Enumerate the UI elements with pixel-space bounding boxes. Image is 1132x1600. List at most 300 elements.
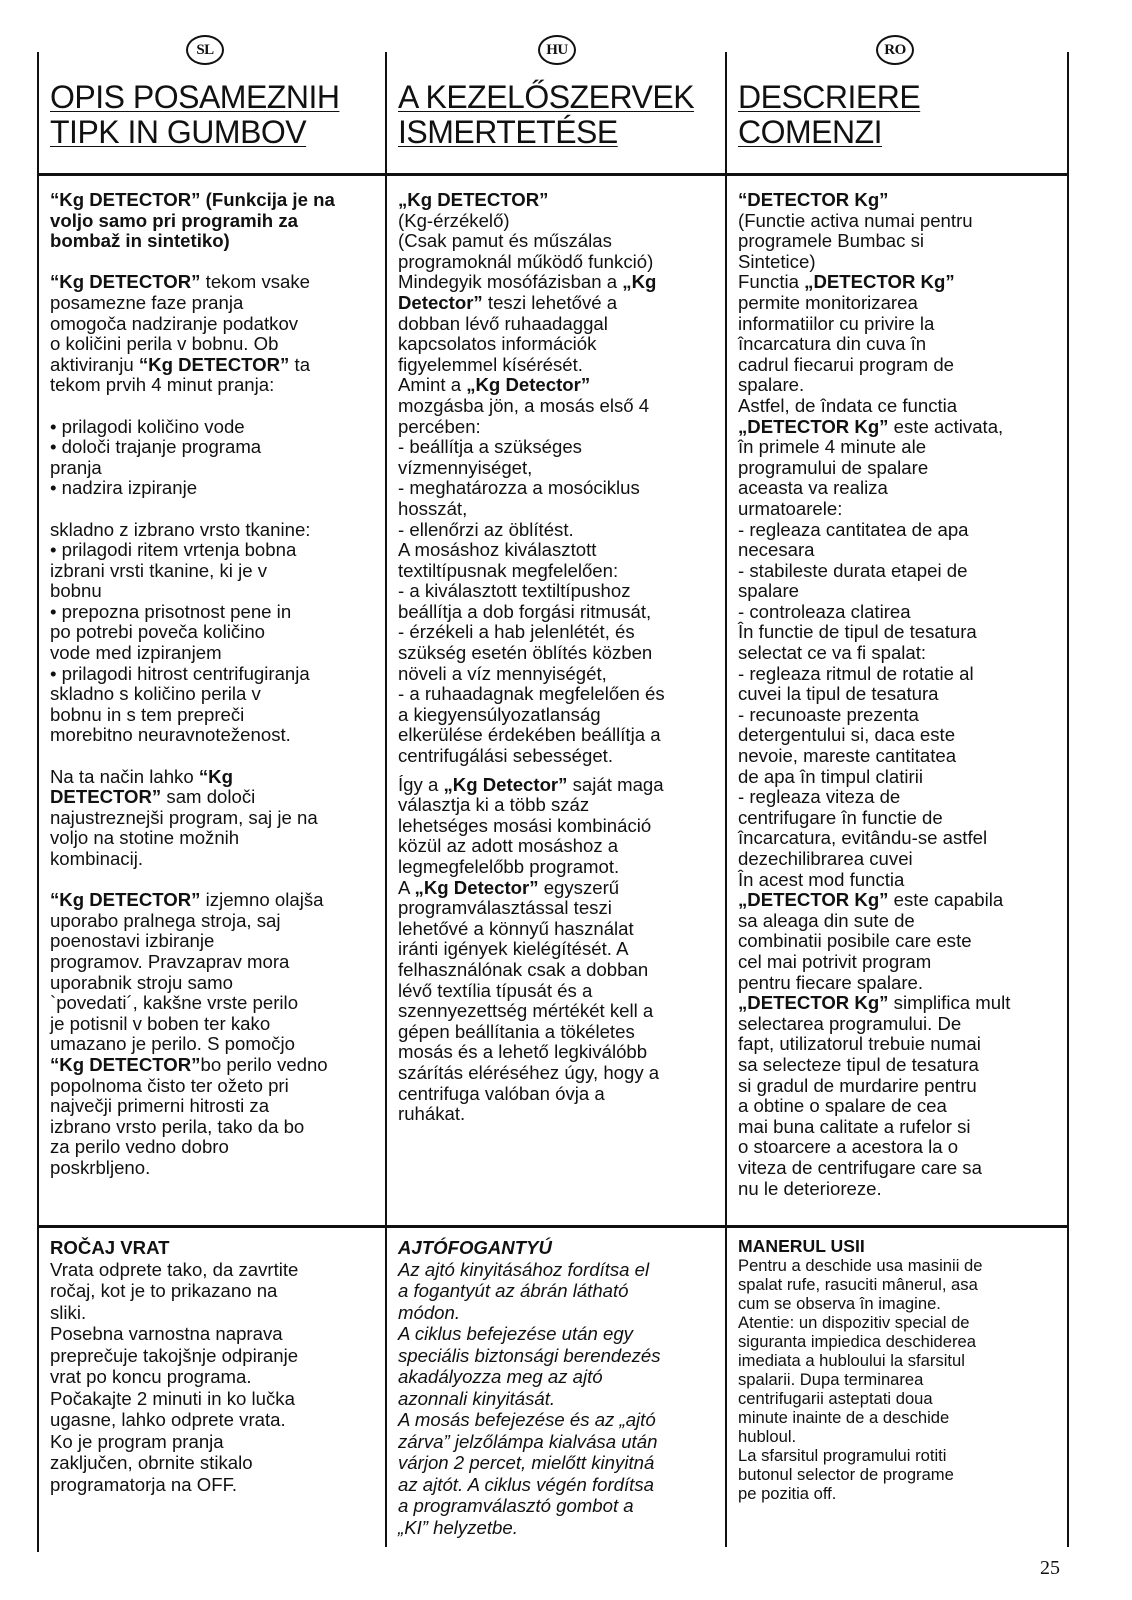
text-line: siguranta impiedica deschiderea	[738, 1332, 976, 1351]
text-run: kombinacij.	[50, 848, 144, 869]
bold-run: “Kg DETECTOR”	[50, 889, 201, 911]
text-line	[398, 746, 720, 767]
text-line	[50, 355, 380, 376]
text-line: várjon 2 percet, mielőtt kinyitná	[398, 1452, 655, 1473]
text-line: cum se observa în imagine.	[738, 1294, 941, 1313]
text-run: Functia	[738, 271, 805, 293]
bold-run: voljo samo pri programih za	[50, 209, 298, 231]
text-line: spalat rufe, rasuciti mânerul, asa	[738, 1275, 978, 1294]
text-run: za perilo vedno dobro	[50, 1136, 229, 1158]
text-run: - regleaza viteza de	[738, 786, 901, 808]
text-line	[738, 478, 1063, 499]
text-run: permite monitorizarea	[738, 291, 918, 313]
bold-run: “Kg DETECTOR” (Funkcija je na	[50, 189, 335, 210]
text-line	[738, 870, 1063, 891]
text-line	[398, 1104, 720, 1125]
text-run: centrifuga valóban óvja a	[398, 1082, 605, 1104]
text-run: választja ki a több száz	[398, 794, 590, 816]
text-run: încarcatura, evitându-se astfel	[738, 827, 988, 849]
header-rule	[37, 173, 1069, 176]
column-rule	[37, 52, 39, 1552]
text-line	[738, 334, 1063, 355]
text-line	[738, 252, 1063, 273]
text-line	[50, 375, 380, 396]
text-line	[50, 911, 380, 932]
text-line	[398, 314, 720, 335]
text-line	[50, 808, 380, 829]
text-run: spalare.	[738, 374, 805, 396]
text-line	[398, 293, 720, 314]
text-run: felhasználónak csak a dobban	[398, 958, 649, 980]
text-line	[738, 911, 1063, 932]
text-line	[738, 643, 1063, 664]
text-line	[50, 684, 380, 705]
text-line: butonul selector de programe	[738, 1465, 954, 1484]
text-run: în primele 4 minute ale	[738, 436, 927, 458]
language-badge-sl: SL	[186, 35, 224, 65]
door-handle-section-hu	[398, 1237, 720, 1538]
text-run: tekom vsake	[200, 271, 311, 293]
text-run: morebitno neuravnoteženost.	[50, 724, 291, 746]
section-heading-sl	[50, 80, 380, 150]
text-run: Így a	[398, 773, 444, 795]
heading-line: A KEZELŐSZERVEK	[398, 79, 695, 115]
text-run: necesara	[738, 539, 815, 561]
door-handle-title: AJTÓFOGANTYÚ	[398, 1237, 552, 1258]
text-run: gépen beállítania a tökéletes	[398, 1020, 635, 1042]
text-run: posamezne faze pranja	[50, 291, 244, 313]
text-line	[398, 520, 720, 541]
text-run: največji primerni hitrosti za	[50, 1095, 270, 1117]
text-line	[738, 581, 1063, 602]
text-run: izbrano vrsto perila, tako da bo	[50, 1115, 305, 1137]
text-run: nu le deterioreze.	[738, 1177, 882, 1199]
bold-run: „DETECTOR Kg”	[738, 889, 889, 911]
text-line	[738, 684, 1063, 705]
text-run: informatiilor cu privire la	[738, 312, 935, 334]
text-line: „KI” helyzetbe.	[398, 1516, 518, 1538]
text-run: lévő textília típusát és a	[398, 979, 593, 1001]
text-run: fapt, utilizatorul trebuie numai	[738, 1033, 981, 1055]
text-line	[398, 375, 720, 396]
text-line	[50, 314, 380, 335]
text-run: közül az adott mosáshoz a	[398, 835, 619, 857]
text-line: imediata a hubloului la sfarsitul	[738, 1351, 965, 1370]
text-run: urmatoarele:	[738, 497, 843, 519]
text-line	[50, 293, 380, 314]
text-line	[398, 499, 720, 520]
text-line	[398, 939, 720, 960]
text-run: viteza de centrifugare care sa	[738, 1156, 982, 1178]
text-run: • prilagodi hitrost centrifugiranja	[50, 662, 310, 684]
section-heading-ro	[738, 80, 1063, 150]
text-run: legmegfelelőbb programot.	[398, 856, 620, 877]
text-line	[738, 1158, 1063, 1179]
text-run: beállítja a dob forgási ritmusát,	[398, 600, 652, 622]
text-line	[398, 898, 720, 919]
text-run: poenostavi izbiranje	[50, 930, 215, 952]
text-line	[398, 684, 720, 705]
text-line	[738, 499, 1063, 520]
text-line: akadályozza meg az ajtó	[398, 1366, 603, 1387]
text-run: ruhákat.	[398, 1103, 466, 1125]
section-rule	[37, 1225, 1069, 1228]
text-run: szennyezettség mértékét kell a	[398, 1000, 654, 1022]
text-run: • nadzira izpiranje	[50, 477, 198, 499]
bold-run: „Kg DETECTOR”	[398, 189, 549, 210]
text-line	[398, 622, 720, 643]
text-line	[398, 252, 720, 273]
text-line	[738, 973, 1063, 994]
text-run: - ellenőrzi az öblítést.	[398, 518, 574, 540]
text-line	[50, 725, 380, 746]
text-line: A ciklus befejezése után egy	[398, 1323, 633, 1344]
text-run: tekom prvih 4 minut pranja:	[50, 374, 275, 396]
bold-run: „DETECTOR Kg”	[804, 271, 955, 293]
text-line	[738, 787, 1063, 808]
text-line	[398, 919, 720, 940]
text-line	[738, 746, 1063, 767]
text-run: - érzékeli a hab jelenlétét, és	[398, 621, 635, 643]
text-line	[50, 602, 380, 623]
text-line	[50, 272, 380, 293]
text-line	[50, 767, 380, 788]
bold-run: DETECTOR”	[50, 786, 162, 808]
text-line: La sfarsitul programului rotiti	[738, 1446, 947, 1465]
text-line	[738, 602, 1063, 623]
text-run: selectat ce va fi spalat:	[738, 642, 927, 664]
text-run: a obtine o spalare de cea	[738, 1095, 947, 1117]
page-number: 25	[1040, 1557, 1060, 1579]
text-line: Vrata odprete tako, da zavrtite	[50, 1258, 299, 1280]
text-line: azonnali kinyitását.	[398, 1387, 556, 1409]
text-line: a fogantyút az ábrán látható	[398, 1280, 629, 1301]
text-line	[398, 396, 720, 417]
text-run: cel mai potrivit program	[738, 950, 932, 972]
text-run: egyszerű	[538, 876, 620, 898]
text-run: • prilagodi ritem vrtenja bobna	[50, 539, 297, 561]
text-line	[398, 643, 720, 664]
text-run: bobnu	[50, 580, 102, 602]
text-run: saját maga	[567, 773, 664, 795]
text-run: spalare	[738, 580, 799, 602]
text-run: - beállítja a szükséges	[398, 436, 582, 458]
text-line	[398, 334, 720, 355]
text-line	[398, 272, 720, 293]
text-run: bobnu in s tem prepreči	[50, 703, 245, 725]
text-line: zárva” jelzőlámpa kialvása után	[398, 1430, 658, 1452]
text-line	[50, 622, 380, 643]
text-run: uporabo pralnega stroja, saj	[50, 909, 281, 931]
text-line	[50, 1055, 380, 1076]
text-line	[50, 1096, 380, 1117]
text-line	[398, 211, 720, 232]
bold-run: „Kg	[622, 271, 657, 293]
text-line	[398, 1084, 720, 1105]
text-run: po potrebi poveča količino	[50, 621, 265, 643]
text-line: zaključen, obrnite stikalo	[50, 1452, 253, 1473]
text-line	[398, 1042, 720, 1063]
text-run: (Csak pamut és műszálas	[398, 230, 612, 252]
text-line	[398, 561, 720, 582]
text-run: popolnoma čisto ter ožeto pri	[50, 1074, 289, 1096]
text-line	[50, 1137, 380, 1158]
text-run: szárítás eléréséhez úgy, hogy a	[398, 1061, 660, 1083]
door-handle-section-sl	[50, 1237, 380, 1495]
language-badge-ro: RO	[876, 35, 914, 65]
text-run: - a kiválasztott textiltípushoz	[398, 580, 631, 602]
text-run: A mosáshoz kiválasztott	[398, 539, 597, 561]
text-line: ugasne, lahko odprete vrata.	[50, 1409, 286, 1430]
text-line	[398, 478, 720, 499]
text-line	[398, 1001, 720, 1022]
text-line	[398, 725, 720, 746]
text-line	[50, 520, 380, 541]
text-run: textiltípusnak megfelelően:	[398, 559, 619, 581]
bold-run: “Kg DETECTOR”	[50, 1053, 201, 1075]
text-line	[738, 622, 1063, 643]
text-line	[398, 857, 720, 878]
text-run: vode med izpiranjem	[50, 642, 222, 664]
text-run: skladno z izbrano vrsto tkanine:	[50, 518, 311, 540]
text-run: Astfel, de îndata ce functia	[738, 394, 958, 416]
text-run: sam določi	[161, 786, 256, 808]
section-heading-hu	[398, 80, 720, 150]
bold-run: bombaž in sintetiko)	[50, 230, 230, 252]
heading-line: OPIS POSAMEZNIH	[50, 79, 340, 115]
text-run: umazano je perilo. S pomočjo	[50, 1033, 295, 1055]
text-line	[50, 478, 380, 499]
text-run: • določi trajanje programa	[50, 436, 262, 458]
text-line	[50, 787, 380, 808]
text-run: mozgásba jön, a mosás első 4	[398, 394, 650, 416]
text-run: omogoča nadziranje podatkov	[50, 312, 299, 334]
kg-detector-text-sl	[50, 190, 380, 1179]
text-line	[738, 1137, 1063, 1158]
text-line	[398, 960, 720, 981]
bold-run: Detector”	[398, 291, 483, 313]
text-run: Amint a	[398, 374, 467, 396]
text-line	[398, 355, 720, 376]
text-run: percében:	[398, 415, 481, 437]
text-line	[738, 1179, 1063, 1200]
text-line	[738, 1096, 1063, 1117]
door-handle-section-ro	[738, 1237, 1063, 1503]
text-run: elkerülése érdekében beállítja a	[398, 724, 661, 746]
text-run: o količini perila v bobnu. Ob	[50, 333, 279, 355]
column-rule	[725, 52, 727, 1547]
text-run: poskrbljeno.	[50, 1156, 151, 1178]
text-run: cadrul fiecarui program de	[738, 353, 954, 375]
text-line: programatorja na OFF.	[50, 1473, 238, 1495]
text-line	[738, 993, 1063, 1014]
text-line	[398, 836, 720, 857]
text-run: lehetővé a könnyű használat	[398, 917, 634, 939]
text-run: Na ta način lahko	[50, 765, 199, 787]
text-run: În functie de tipul de tesatura	[738, 621, 977, 643]
text-run: mosás és a lehető legkiválóbb	[398, 1041, 648, 1063]
text-line	[738, 375, 1063, 396]
text-run: programele Bumbac si	[738, 230, 925, 252]
text-line	[50, 417, 380, 438]
text-line: Az ajtó kinyitásához fordítsa el	[398, 1258, 650, 1280]
heading-line: ISMERTETÉSE	[398, 114, 618, 150]
text-line: Posebna varnostna naprava	[50, 1323, 283, 1344]
text-run: cuvei la tipul de tesatura	[738, 683, 939, 705]
text-run: centrifugálási sebességet.	[398, 745, 613, 767]
text-line	[738, 520, 1063, 541]
text-line	[398, 1022, 720, 1043]
text-line	[738, 211, 1063, 232]
text-line: Ko je program pranja	[50, 1430, 224, 1452]
text-line	[50, 931, 380, 952]
text-line	[738, 849, 1063, 870]
text-line	[50, 581, 380, 602]
text-line	[738, 767, 1063, 788]
text-line: Atentie: un dispozitiv special de	[738, 1313, 970, 1332]
text-line	[738, 808, 1063, 829]
text-line	[50, 828, 380, 849]
heading-line: TIPK IN GUMBOV	[50, 114, 307, 150]
text-run: sa aleaga din sute de	[738, 909, 915, 931]
text-run: (Functie activa numai pentru	[738, 209, 973, 231]
text-line	[50, 1014, 380, 1035]
text-line	[738, 396, 1063, 417]
bold-run: “Kg DETECTOR”	[138, 353, 290, 375]
text-line	[738, 664, 1063, 685]
text-line: minute inainte de a deschide	[738, 1408, 950, 1427]
language-badge-hu: HU	[538, 35, 576, 65]
text-line: speciális biztonsági berendezés	[398, 1344, 661, 1366]
text-line: a programválasztó gombot a	[398, 1495, 634, 1516]
text-run: - meghatározza a mosóciklus	[398, 477, 640, 499]
text-run: szükség esetén öblítés közben	[398, 642, 653, 664]
text-line	[738, 1014, 1063, 1035]
text-run: (Kg-érzékelő)	[398, 209, 510, 231]
text-line	[398, 417, 720, 438]
text-run: aktiviranju	[50, 353, 139, 375]
text-line	[50, 1158, 380, 1179]
door-handle-title: MANERUL USII	[738, 1236, 865, 1256]
text-run: növeli a víz mennyiségét,	[398, 662, 607, 684]
text-run: - controleaza clatirea	[738, 600, 911, 622]
text-line: hubloul.	[738, 1427, 797, 1446]
text-line	[738, 1117, 1063, 1138]
text-line	[738, 561, 1063, 582]
text-run: centrifugare în functie de	[738, 806, 943, 828]
text-run: izjemno olajša	[200, 889, 324, 911]
text-line	[738, 314, 1063, 335]
text-run: dezechilibrarea cuvei	[738, 848, 913, 869]
text-run: este activata,	[888, 415, 1004, 437]
text-run: programov. Pravzaprav mora	[50, 950, 290, 972]
text-line: Počakajte 2 minuti in ko lučka	[50, 1387, 295, 1409]
text-run: nevoie, mareste cantitatea	[738, 745, 957, 767]
text-run: programoknál működő funkció)	[398, 250, 654, 272]
text-line	[738, 190, 1063, 211]
text-run: pranja	[50, 456, 102, 478]
text-run: o stoarcere a acestora la o	[738, 1136, 959, 1158]
bold-run: „Kg Detector”	[443, 773, 568, 795]
text-run: În acest mod functia	[738, 868, 905, 890]
text-line	[738, 1034, 1063, 1055]
text-line	[50, 437, 380, 458]
kg-detector-text-hu	[398, 190, 720, 1125]
text-line	[738, 931, 1063, 952]
text-run: lehetséges mosási kombináció	[398, 814, 652, 836]
text-run: dobban lévő ruhaadaggal	[398, 312, 608, 334]
text-line	[50, 561, 380, 582]
text-line	[50, 705, 380, 726]
text-run: hosszát,	[398, 497, 468, 519]
text-line	[50, 540, 380, 561]
text-line: módon.	[398, 1301, 461, 1323]
text-run: • prilagodi količino vode	[50, 415, 245, 437]
text-run: `povedati´, kakšne vrste perilo	[50, 992, 299, 1014]
text-run: Sintetice)	[738, 250, 816, 272]
text-run: - regleaza ritmul de rotatie al	[738, 662, 974, 684]
text-line: az ajtót. A ciklus végén fordítsa	[398, 1473, 654, 1495]
text-run: A	[398, 876, 415, 898]
text-run: uporabnik stroju samo	[50, 971, 233, 993]
text-line	[50, 1076, 380, 1097]
text-line: sliki.	[50, 1301, 87, 1323]
text-run: este capabila	[888, 889, 1004, 911]
text-run: programului de spalare	[738, 456, 929, 478]
text-line: Pentru a deschide usa masinii de	[738, 1256, 983, 1275]
text-line	[738, 458, 1063, 479]
column-rule	[385, 52, 387, 1547]
text-line	[50, 334, 380, 355]
text-line	[398, 878, 720, 899]
text-run: figyelemmel kísérését.	[398, 353, 583, 375]
text-line: pe pozitia off.	[738, 1484, 837, 1503]
text-run: pentru fiecare spalare.	[738, 971, 924, 993]
text-line	[738, 952, 1063, 973]
text-run: voljo na stotine možnih	[50, 827, 240, 849]
text-line: ročaj, kot je to prikazano na	[50, 1280, 278, 1301]
text-run: a kiegyensúlyozatlanság	[398, 703, 601, 725]
text-run: ta	[289, 353, 311, 375]
text-line	[738, 272, 1063, 293]
text-line	[738, 1076, 1063, 1097]
heading-line: DESCRIERE	[738, 79, 921, 115]
text-line	[738, 725, 1063, 746]
text-run: - regleaza cantitatea de apa	[738, 518, 969, 540]
text-line	[738, 437, 1063, 458]
text-line	[50, 973, 380, 994]
heading-line: COMENZI	[738, 114, 883, 150]
text-run: Mindegyik mosófázisban a	[398, 271, 623, 293]
text-line	[398, 190, 720, 211]
text-line	[50, 890, 380, 911]
text-line	[398, 775, 720, 796]
text-line	[398, 437, 720, 458]
text-line	[50, 849, 380, 870]
text-line	[398, 458, 720, 479]
text-line	[738, 890, 1063, 911]
text-line: centrifugarii asteptati doua	[738, 1389, 933, 1408]
text-run: aceasta va realiza	[738, 477, 888, 499]
text-run: combinatii posibile care este	[738, 930, 972, 952]
bold-run: „Kg Detector”	[414, 876, 539, 898]
door-handle-title: ROČAJ VRAT	[50, 1237, 170, 1258]
text-line	[398, 705, 720, 726]
text-line	[738, 540, 1063, 561]
kg-detector-text-ro	[738, 190, 1063, 1199]
text-line: spalarii. Dupa terminarea	[738, 1370, 924, 1389]
text-line	[50, 993, 380, 1014]
